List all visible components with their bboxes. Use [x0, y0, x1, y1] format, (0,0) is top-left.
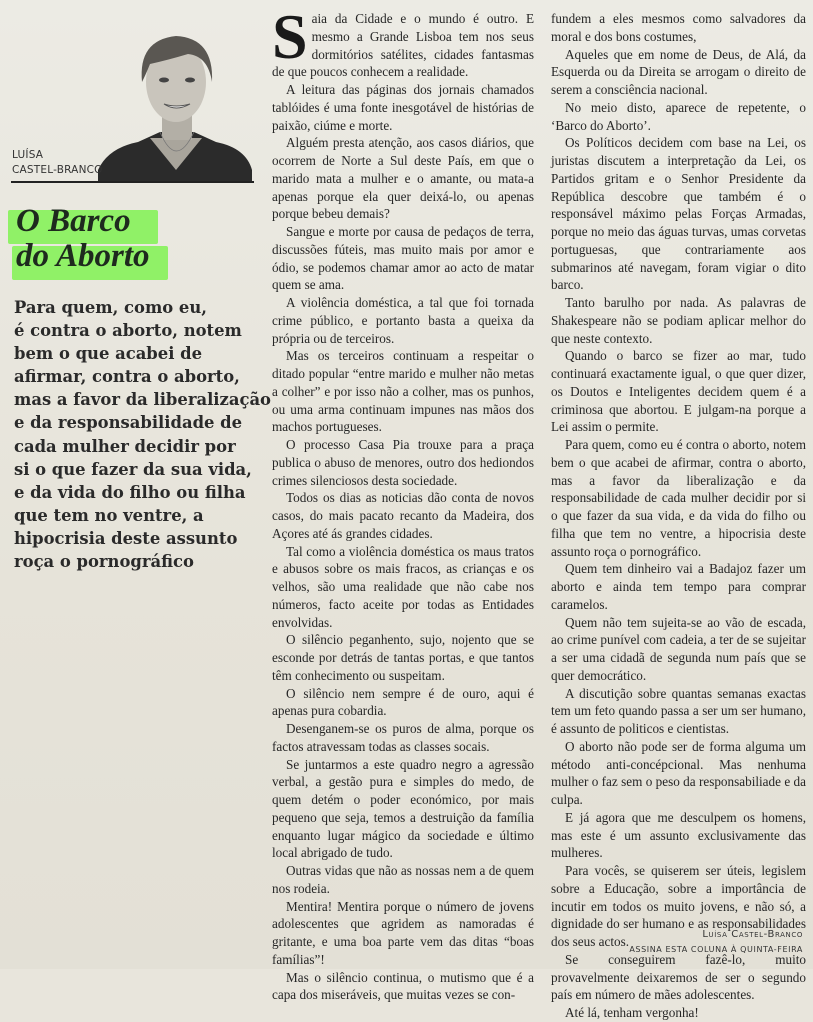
pull-quote-line: bem o que acabei de	[14, 344, 203, 364]
article-column-1	[272, 1, 534, 1004]
paragraph: Alguém presta atenção, aos casos diários, que ocorrem de Norte a Sul deste País, em que o marido mata a mulher e o amante, ou mata-a apenas porque ela quer deixá-lo, ou apenas porque bebeu demais?	[272, 135, 534, 222]
paragraph: O aborto não pode ser de forma alguma um método anti-concépcional. Mas nenhuma mulher o faz sem o peso da responsabiliade e da culpa.	[551, 738, 806, 807]
paragraph: Tanto barulho por nada. As palavras de Shakespeare não se podiam aplicar melhor do que neste contexto.	[551, 295, 806, 346]
paragraph: A leitura das páginas dos jornais chamados tablóides é uma fonte inesgotável de histórias de paixão, ciúme e morte.	[272, 82, 534, 133]
paragraph: Se conseguirem fazê-lo, muito provavelmente deixaremos de ser o segundo país em número de mães adolescentes.	[551, 951, 806, 1003]
paragraph: Até lá, tenham vergonha!	[565, 1005, 699, 1020]
paragraph: Desenganem-se os puros de alma, porque os factos atravessam todas as classes socais.	[272, 721, 534, 754]
pull-quote-line: afirmar, contra o aborto,	[14, 367, 240, 387]
paragraph: Saia da Cidade e o mundo é outro. E mesmo a Grande Lisboa tem nos seus dormitórios satélites, cidades fantasmas de que poucos conhecem a realidade.	[272, 1, 534, 80]
divider	[11, 181, 254, 183]
signature-note: ASSINA ESTA COLUNA À QUINTA-FEIRA	[629, 945, 803, 954]
paragraph: Quem tem dinheiro vai a Badajoz fazer um aborto e ainda tem tempo para comprar caramelos.	[551, 561, 806, 612]
paragraph: fundem a eles mesmos como salvadores da moral e dos bons costumes,	[551, 11, 806, 44]
paragraph: A discutição sobre quantas semanas exactas tem um feto quando passa a ser um ser humano, é assunto de politicos e cientistas.	[551, 685, 806, 736]
paragraph: E já agora que me desculpem os homens, mas este é um assunto exclusivamente das mulheres.	[551, 809, 806, 861]
pull-quote-line: e da vida do filho ou filha	[14, 482, 246, 502]
paragraph: Todos os dias as noticias dão conta de novos casos, do mais pacato recanto da Madeira, dos Açores até ás grandes cidades.	[272, 490, 534, 541]
paragraph: Tal como a violência doméstica os maus tratos e abusos sobre os mais fracos, as crianças e os velhos, são uma realidade que não cabe nos números, facto aceite por todas as Entidades envolvidas.	[272, 543, 534, 630]
pull-quote-line: é contra o aborto, notem	[14, 321, 242, 341]
paragraph: Mas os terceiros continuam a respeitar o ditado popular “entre marido e mulher não metas a colher” e por isso não a colher, mas os punhos, ou uma arma continuam impunes nas mãos dos machos portugueses.	[272, 348, 534, 435]
paragraph: Quem não tem sujeita-se ao vão de escada, ao crime punível com cadeia, a ter de se sujeitar a ser uma cidadã de segunda num país que se quer democrático.	[551, 614, 806, 683]
author-photo	[98, 20, 254, 182]
paragraph: O silêncio nem sempre é de ouro, aqui é apenas pura cobardia.	[272, 685, 534, 719]
paragraph: Se juntarmos a este quadro negro a agressão verbal, a gestão pura e simples do medo, de quem detém o poder económico, por mais pequeno que seja, temos a destruição da família enquanto lugar mágico da sociedade e último local abrigado de tudo.	[272, 756, 534, 861]
title-line-2: do Aborto	[16, 238, 150, 274]
paragraph: Outras vidas que não as nossas nem a de quem nos rodeia.	[272, 863, 534, 896]
pull-quote-line: que tem no ventre, a	[14, 505, 204, 525]
author-byline	[12, 148, 103, 178]
paragraph: Quando o barco se fizer ao mar, tudo continuará exactamente igual, o que quer dizer, os Doutos e Inteligentes decidem quem é a criminosa que abortou. E julgam-na porque a Lei assim o permite.	[551, 348, 806, 435]
paragraph: O processo Casa Pia trouxe para a praça publica o abuso de menores, outro dos hediondos crimes silenciosos desta sociedade.	[272, 437, 534, 488]
pull-quote-line: si o que fazer da sua vida,	[14, 459, 252, 479]
paragraph: Os Políticos decidem com base na Lei, os juristas discutem a interpretação da Lei, os Partidos gritam e o Senhor Presidente da República descobre que também é o responsável máximo pelas Forças Armadas, porque no meio das águas turvas, umas corvetas portuguesas, que contrariamente aos submarinos até navegam, foram vigiar o dito barco.	[551, 135, 806, 293]
pull-quote-line: e da responsabilidade de	[14, 413, 243, 433]
signature-name: Luísa Castel-Branco	[702, 929, 803, 940]
paragraph: Mas o silêncio continua, o mutismo que é a capa dos miseráveis, que muitas vezes se con-	[272, 969, 534, 1003]
pull-quote-line: mas a favor da liberalização	[14, 390, 271, 410]
author-last-name: CASTEL-BRANCO	[12, 164, 103, 176]
paragraph: A violência doméstica, a tal que foi tornada crime público, e portanto basta a queixa da própria ou de terceiros.	[272, 295, 534, 346]
drop-cap: S	[272, 1, 308, 72]
pull-quote-line: hipocrisia deste assunto	[14, 528, 238, 548]
pull-quote-line: cada mulher decidir por	[14, 436, 236, 456]
paragraph: Sangue e morte por causa de pedaços de terra, discussões fúteis, mas muito mais por amor e ódio, se podemos chamar amor ao acto de matar quem se ama.	[272, 224, 534, 293]
title-line-1: O Barco	[16, 203, 131, 239]
paragraph: Para quem, como eu é contra o aborto, notem bem o que acabei de afirmar, contra o aborto, mas a favor da liberalização e da responsabilidade de cada mulher decidir por si o que fazer da sua vida, e da vida do filho ou filha que tem no ventre, a hipocrisia deste assunto roça o pornográfico.	[551, 437, 806, 559]
paragraph: Para vocês, se quiserem ser úteis, legislem sobre a Educação, sobre a importância de incutir em todos os muito jovens, e não só, a dignidade do ser humano e as responsabilidades dos seus actos.	[551, 863, 806, 949]
paragraph: No meio disto, aparece de repetente, o ‘Barco do Aborto’.	[551, 99, 806, 133]
paragraph: Aqueles que em nome de Deus, de Alá, da Esquerda ou da Direita se arrogam o direito de serem a consciência nacional.	[551, 46, 806, 97]
author-first-name: LUÍSA	[12, 149, 44, 161]
paragraph: Mentira! Mentira porque o número de jovens adolescentes que agridem as namoradas é gritante, e uma boa parte vem das ditas “boas famílias”!	[272, 898, 534, 967]
pull-quote-line: roça o pornográfico	[14, 552, 194, 572]
pull-quote-line: Para quem, como eu,	[14, 298, 207, 317]
article-title	[8, 204, 166, 274]
article-column-2	[551, 10, 806, 1022]
pull-quote	[14, 296, 271, 573]
signature	[629, 927, 803, 957]
paragraph: O silêncio peganhento, sujo, nojento que se esconde por detrás de tantas portas, e que tantos têm conhecimento ou suspeitam.	[272, 632, 534, 683]
